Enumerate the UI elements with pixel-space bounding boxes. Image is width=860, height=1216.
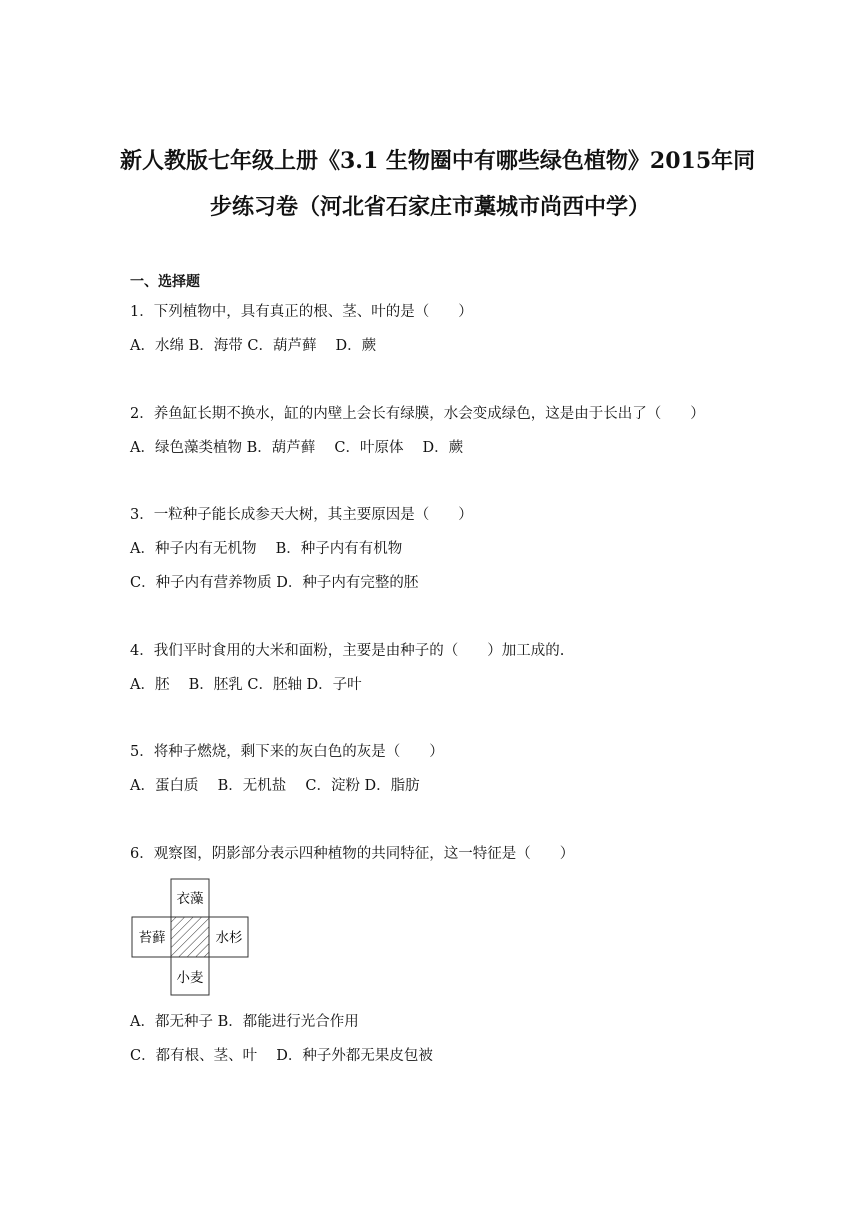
question-6-options-row-1: A．都无种子 B．都能进行光合作用 xyxy=(130,1014,359,1030)
figure-label-bottom: 小麦 xyxy=(176,970,204,986)
plant-venn-figure xyxy=(130,878,250,996)
question-6-options-row-2: C．都有根、茎、叶 D．种子外都无果皮包被 xyxy=(130,1048,433,1064)
question-2-stem: 2．养鱼缸长期不换水，缸的内壁上会长有绿膜，水会变成绿色，这是由于长出了（ ） xyxy=(130,406,705,422)
question-6-stem: 6．观察图，阴影部分表示四种植物的共同特征，这一特征是（ ） xyxy=(130,846,575,862)
question-4-options: A．胚 B．胚乳 C．胚轴 D．子叶 xyxy=(130,677,362,693)
figure-label-right: 水杉 xyxy=(215,930,243,946)
question-5-stem: 5．将种子燃烧，剩下来的灰白色的灰是（ ） xyxy=(130,744,444,760)
question-1-stem: 1．下列植物中，具有真正的根、茎、叶的是（ ） xyxy=(130,304,473,320)
doc-title-line-2: 步练习卷（河北省石家庄市藁城市尚西中学） xyxy=(209,194,650,220)
question-1-options: A．水绵 B．海带 C．葫芦藓 D．蕨 xyxy=(130,338,377,354)
figure-shared-region xyxy=(171,917,209,957)
doc-title-line-1: 新人教版七年级上册《3.1 生物圈中有哪些绿色植物》2015年同 xyxy=(120,148,756,174)
question-4-stem: 4．我们平时食用的大米和面粉，主要是由种子的（ ）加工成的. xyxy=(130,643,565,659)
question-3-stem: 3．一粒种子能长成参天大树，其主要原因是（ ） xyxy=(130,507,473,523)
question-3-options-row-2: C．种子内有营养物质 D．种子内有完整的胚 xyxy=(130,575,419,591)
question-3-options-row-1: A．种子内有无机物 B．种子内有有机物 xyxy=(130,541,403,557)
figure-label-left: 苔藓 xyxy=(138,930,166,946)
question-2-options: A．绿色藻类植物 B．葫芦藓 C．叶原体 D．蕨 xyxy=(130,440,464,456)
question-5-options: A．蛋白质 B．无机盐 C．淀粉 D．脂肪 xyxy=(130,778,420,794)
figure-label-top: 衣藻 xyxy=(176,891,204,907)
section-heading: 一、选择题 xyxy=(130,274,200,290)
